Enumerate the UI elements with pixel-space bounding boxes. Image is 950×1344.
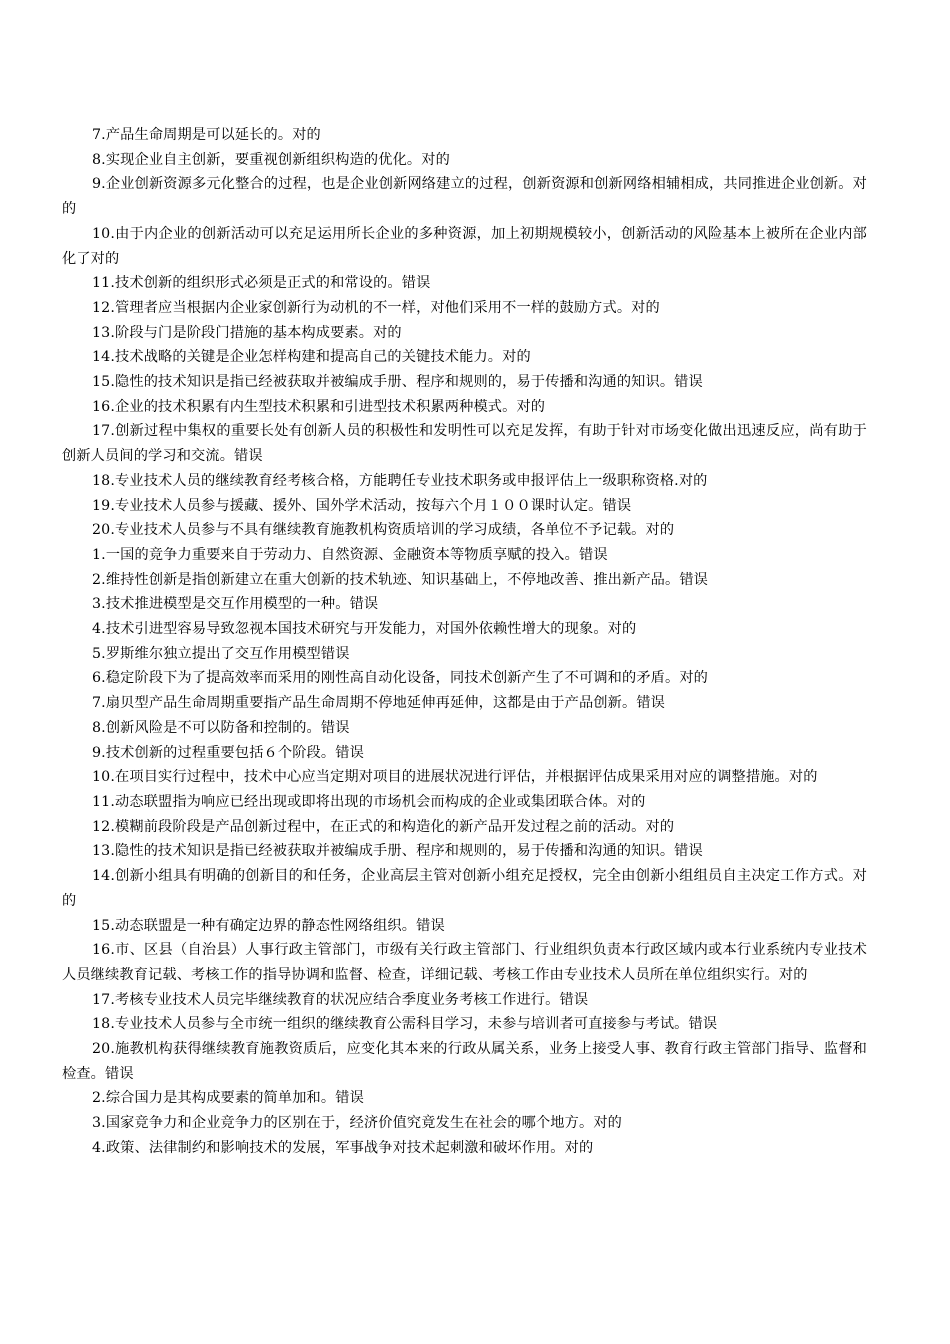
paragraph: 19.专业技术人员参与援藏、援外、国外学术活动，按每六个月１００课时认定。错误 — [92, 497, 632, 514]
paragraph: 13.阶段与门是阶段门措施的基本构成要素。对的 — [92, 324, 402, 341]
paragraph: 16.市、区县（自治县）人事行政主管部门，市级有关行政主管部门、行业组织负责本行政区域内或本行业系统内专业技术人员继续教育记载、考核工作的指导协调和监督、检查，详细记载、考核工作由专业技术人员所在单位组织实行。对的 — [62, 942, 867, 983]
paragraph: 3.国家竞争力和企业竞争力的区别在于，经济价值究竟发生在社会的哪个地方。对的 — [92, 1115, 622, 1132]
paragraph: 11.技术创新的组织形式必须是正式的和常设的。错误 — [92, 275, 431, 292]
paragraph: 3.技术推进模型是交互作用模型的一种。错误 — [92, 596, 379, 613]
paragraph: 10.由于内企业的创新活动可以充足运用所长企业的多种资源，加上初期规模较小，创新活动的风险基本上被所在企业内部化了对的 — [62, 225, 867, 267]
paragraph: 11.动态联盟指为响应已经出现或即将出现的市场机会而构成的企业或集团联合体。对的 — [92, 793, 646, 810]
paragraph: 16.企业的技术积累有内生型技术积累和引进型技术积累两种模式。对的 — [92, 398, 546, 415]
paragraph: 18.专业技术人员参与全市统一组织的继续教育公需科目学习，未参与培训者可直接参与考试。错误 — [92, 1016, 718, 1033]
paragraph: 12.模糊前段阶段是产品创新过程中，在正式的和构造化的新产品开发过程之前的活动。对的 — [92, 818, 675, 835]
paragraph: 2.维持性创新是指创新建立在重大创新的技术轨迹、知识基础上，不停地改善、推出新产品。错误 — [92, 571, 709, 588]
paragraph: 8.创新风险是不可以防备和控制的。错误 — [92, 719, 350, 736]
paragraph: 6.稳定阶段下为了提高效率而采用的刚性高自动化设备，同技术创新产生了不可调和的矛盾。对的 — [92, 670, 709, 687]
paragraph: 7.产品生命周期是可以延长的。对的 — [92, 127, 321, 143]
paragraph: 4.技术引进型容易导致忽视本国技术研究与开发能力，对国外依赖性增大的现象。对的 — [92, 621, 637, 638]
paragraph: 2.综合国力是其构成要素的简单加和。错误 — [92, 1090, 364, 1107]
paragraph: 7.扇贝型产品生命周期重要指产品生命周期不停地延伸再延伸，这都是由于产品创新。错误 — [92, 695, 666, 712]
paragraph: 1.一国的竞争力重要来自于劳动力、自然资源、金融资本等物质享赋的投入。错误 — [92, 546, 608, 563]
paragraph: 14.创新小组具有明确的创新目的和任务，企业高层主管对创新小组充足授权，完全由创新小组组员自主决定工作方式。对的 — [62, 868, 867, 909]
paragraph: 12.管理者应当根据内企业家创新行为动机的不一样，对他们采用不一样的鼓励方式。对的 — [92, 299, 660, 316]
paragraph: 9.企业创新资源多元化整合的过程，也是企业创新网络建立的过程，创新资源和创新网络相辅相成，共同推进企业创新。对的 — [62, 176, 867, 218]
paragraph: 9.技术创新的过程重要包括６个阶段。错误 — [92, 744, 364, 761]
paragraph: 15.隐性的技术知识是指已经被获取并被编成手册、程序和规则的，易于传播和沟通的知识。错误 — [92, 374, 703, 391]
paragraph: 15.动态联盟是一种有确定边界的静态性网络组织。错误 — [92, 917, 445, 934]
document-body — [62, 123, 867, 1161]
paragraph: 17.考核专业技术人员完毕继续教育的状况应结合季度业务考核工作进行。错误 — [92, 991, 589, 1008]
paragraph: 4.政策、法律制约和影响技术的发展，军事战争对技术起刺激和破坏作用。对的 — [92, 1139, 594, 1156]
paragraph: 5.罗斯维尔独立提出了交互作用模型错误 — [92, 645, 350, 662]
paragraph: 14.技术战略的关键是企业怎样构建和提高自己的关键技术能力。对的 — [92, 349, 531, 366]
paragraph: 13.隐性的技术知识是指已经被获取并被编成手册、程序和规则的，易于传播和沟通的知识。错误 — [92, 843, 703, 860]
paragraph: 17.创新过程中集权的重要长处有创新人员的积极性和发明性可以充足发挥，有助于针对市场变化做出迅速反应，尚有助于创新人员间的学习和交流。错误 — [62, 423, 867, 465]
paragraph: 18.专业技术人员的继续教育经考核合格，方能聘任专业技术职务或申报评估上一级职称资格.对的 — [92, 472, 708, 489]
paragraph: 20.施教机构获得继续教育施教资质后，应变化其本来的行政从属关系，业务上接受人事、教育行政主管部门指导、监督和检查。错误 — [62, 1041, 867, 1082]
paragraph: 20.专业技术人员参与不具有继续教育施教机构资质培训的学习成绩，各单位不予记载。对的 — [92, 522, 675, 539]
paragraph: 10.在项目实行过程中，技术中心应当定期对项目的进展状况进行评估，并根据评估成果采用对应的调整措施。对的 — [92, 769, 818, 786]
paragraph: 8.实现企业自主创新，要重视创新组织构造的优化。对的 — [92, 151, 450, 168]
